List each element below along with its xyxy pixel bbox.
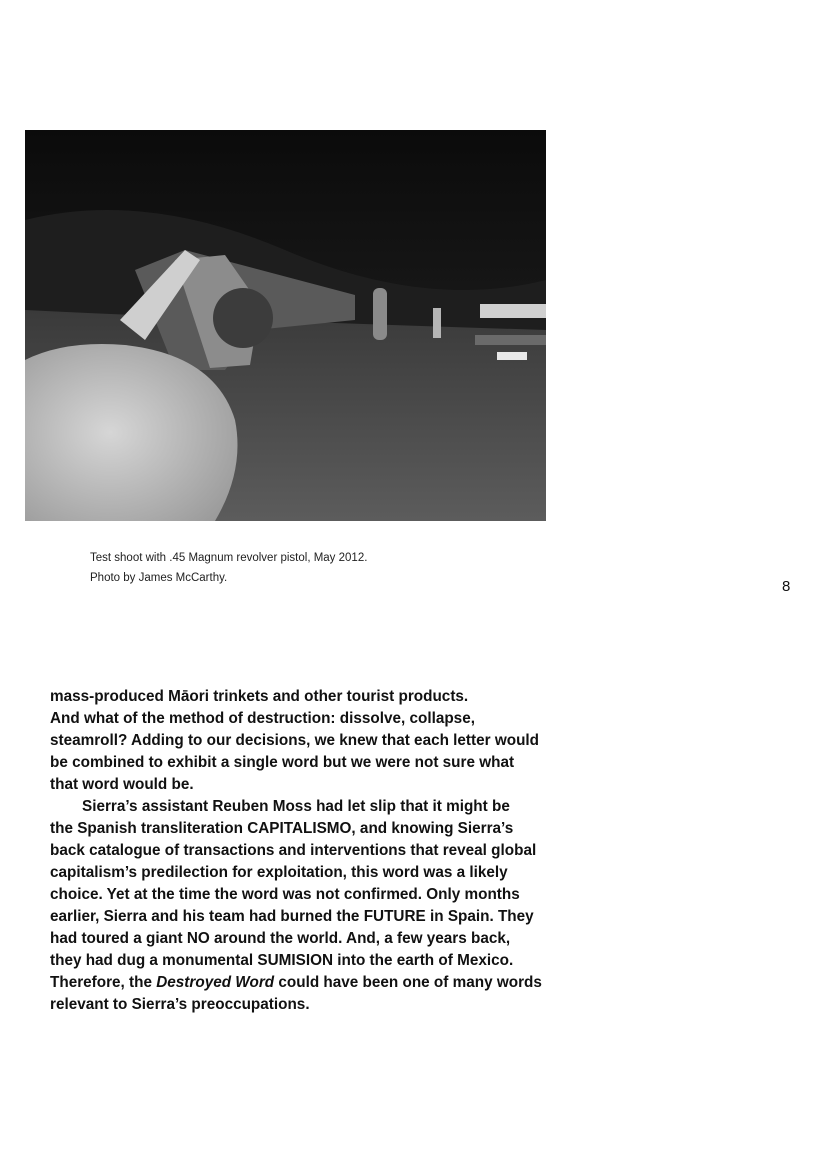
photo-caption bbox=[90, 548, 367, 588]
text-line: they had dug a monumental SUMISION into the earth of Mexico. bbox=[50, 952, 514, 969]
text-line: Sierra’s assistant Reuben Moss had let slip that it might be bbox=[82, 798, 510, 815]
text-line: had toured a giant NO around the world. And, a few years back, bbox=[50, 930, 511, 947]
paragraph-2 bbox=[50, 796, 580, 1016]
text-line: mass-produced Māori trinkets and other tourist products. bbox=[50, 688, 469, 705]
body-text bbox=[50, 686, 580, 1016]
text-line: And what of the method of destruction: dissolve, collapse, bbox=[50, 710, 475, 727]
artwork-title: Destroyed Word bbox=[156, 974, 275, 991]
text-line: that word would be. bbox=[50, 776, 194, 793]
text-line: be combined to exhibit a single word but we were not sure what bbox=[50, 754, 515, 771]
text-segment: could have been one of many words bbox=[274, 974, 542, 991]
text-line: back catalogue of transactions and interventions that reveal global bbox=[50, 842, 537, 859]
text-segment: Therefore, the bbox=[50, 974, 157, 991]
text-line: relevant to Sierra’s preoccupations. bbox=[50, 996, 310, 1013]
text-line bbox=[50, 974, 542, 991]
text-line: choice. Yet at the time the word was not confirmed. Only months bbox=[50, 886, 520, 903]
text-line: steamroll? Adding to our decisions, we knew that each letter would bbox=[50, 732, 540, 749]
caption-line-2: Photo by James McCarthy. bbox=[90, 572, 228, 584]
revolver-photo-illustration bbox=[25, 130, 546, 521]
text-line: the Spanish transliteration CAPITALISMO, and knowing Sierra’s bbox=[50, 820, 514, 837]
paragraph-1 bbox=[50, 686, 580, 796]
revolver-photo bbox=[25, 130, 546, 521]
caption-line-1: Test shoot with .45 Magnum revolver pistol, May 2012. bbox=[90, 552, 368, 564]
text-line: earlier, Sierra and his team had burned the FUTURE in Spain. They bbox=[50, 908, 534, 925]
page-number: 8 bbox=[782, 578, 791, 595]
text-line: capitalism’s predilection for exploitation, this word was a likely bbox=[50, 864, 508, 881]
